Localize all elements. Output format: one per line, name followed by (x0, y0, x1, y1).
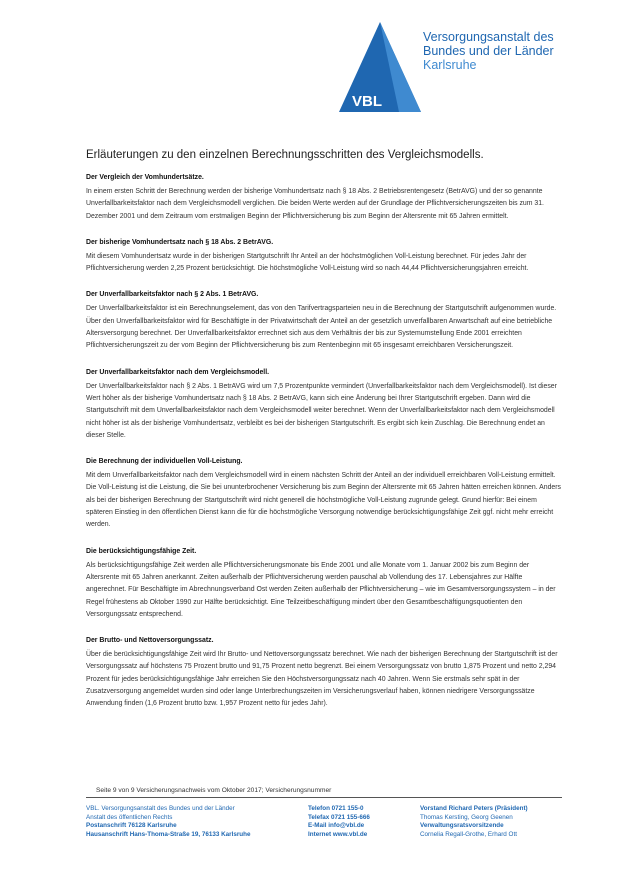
section-body: Als berücksichtigungsfähige Zeit werden alle Pflichtversicherungsmonate bis Ende 2001 und alle Monate vom 1. Januar 2002 bis zum Beginn der Altersrente mit 65 Jahren anerkannt. Zeiten außerhalb der Pflichtversicherung werden pauschal ab Vollendung des 17. Lebensjahres zur Hälfte angerechnet. Für Beschäftigte im Abrechnungsverband Ost werden Zeiten außerhalb der Pflichtversicherung – wie im Gesamtversorgungssystem – in der Regel frühestens ab Oktober 1990 zur Hälfte berücksichtigt. Eine Teilzeitbeschäftigung mindert über den Gesamtbeschäftigungsquotienten den Versorgungssatz entsprechend. (86, 561, 556, 618)
footer-board (420, 805, 528, 839)
vbl-logo (337, 20, 423, 115)
section-vesting-factor (86, 290, 562, 352)
section-heading: Der bisherige Vomhundertsatz nach § 18 Abs. 2 BetrAVG. (86, 238, 274, 246)
section-heading: Die Berechnung der individuellen Voll-Leistung. (86, 458, 243, 466)
footer-email: E-Mail info@vbl.de (308, 822, 365, 830)
logo-text: VBL (352, 93, 382, 110)
brand-name (423, 30, 613, 72)
brand-line-1: Versorgungsanstalt des (423, 30, 554, 44)
section-vesting-factor-comparison-model (86, 368, 562, 442)
section-heading: Der Vergleich der Vomhundertsätze. (86, 174, 204, 181)
section-heading: Die berücksichtigungsfähige Zeit. (86, 547, 197, 555)
section-eligible-time (86, 547, 562, 621)
section-body: In einem ersten Schritt der Berechnung werden der bisherige Vomhundertsatz nach § 18 Abs. 2 Betriebsrentengesetz (BetrAVG) und der so genannte Unverfallbarkeitsfaktor nach dem Vergleichsmodell verglichen. Die beiden Werte werden auf der Grundlage der Pflichtversicherungszeiten bis zum 31. Dezember 2001 und dem Zeitraum vom erstmaligen Beginn der Pflichtversicherung bis zum Beginn der Altersrente mit 65 Jahren ermittelt. (86, 188, 544, 220)
section-previous-percentage (86, 238, 562, 276)
footer-phone: Telefon 0721 155-0 (308, 805, 364, 812)
section-gross-net-rate (86, 636, 562, 710)
section-body: Über die berücksichtigungsfähige Zeit wird Ihr Brutto- und Nettoversorgungssatz berechnet. Wie nach der bisherigen Berechnung der Startgutschrift ist der Versorgungssatz auf höchstens 75 Prozent brutto und 91,75 Prozent netto begrenzt. Bei einem Versorgungssatz von brutto 1,875 Prozent und netto 2,294 Prozent für jedes berücksichtigungsfähige Jahr erreichen Sie den Höchstversorgungssatz nach 40 Jahren. Wenn Sie erstmals sehr spät in der Zusatzversorgung angemeldet wurden sind oder lange Unterbrechungszeiten im Versicherungsverlauf haben, können niedrigere Versorgungssätze Anwendung finden (1,6 Prozent brutto bzw. 1,957 Prozent netto für jedes Jahr). (86, 651, 558, 708)
footer-line: VBL. Versorgungsanstalt des Bundes und der Länder (86, 805, 235, 812)
explanation-sections (86, 173, 562, 726)
section-heading: Der Unverfallbarkeitsfaktor nach dem Vergleichsmodell. (86, 368, 270, 376)
brand-city: Karlsruhe (423, 58, 477, 72)
section-body: Mit dem Unverfallbarkeitsfaktor nach dem Vergleichsmodell wird in einem nächsten Schritt der Anteil an der individuell erreichbaren Voll-Leistung ermittelt. Die Voll-Leistung ist die Leistung, die Sie bei ununterbrochener Versicherung bis zum Beginn der Altersrente mit 65 Jahren hätten erreichen können. Anders als bei der bisherigen Berechnung der Startgutschrift wird nicht generell die höchstmögliche Voll-Leistung zugrunde gelegt. Grund hierfür: Bei einem späteren Einstieg in den öffentlichen Dienst kann die für die höchstmögliche Versorgung notwendige berücksichtigungsfähige Zeit ggf. nicht mehr erreicht werden. (86, 472, 561, 529)
section-percent-comparison (86, 173, 562, 223)
footer-fax: Telefax 0721 155-666 (308, 813, 370, 821)
document-title: Erläuterungen zu den einzelnen Berechnungsschritten des Vergleichsmodells. (86, 149, 484, 161)
footer-contact (308, 805, 370, 839)
footer-line: Vorstand Richard Peters (Präsident) (420, 805, 528, 812)
footer-line: Thomas Kersting, Georg Geenen (420, 813, 513, 821)
footer-divider (86, 797, 562, 798)
footer-website: Internet www.vbl.de (308, 830, 368, 838)
section-body: Mit diesem Vomhundertsatz wurde in der bisherigen Startgutschrift Ihr Anteil an der höchstmöglichen Voll-Leistung berechnet. Für jedes Jahr der Pflichtversicherung werden 2,25 Prozent berücksichtigt. Die höchstmögliche Voll-Leistung wird so nach 44,44 Pflichtversicherungsjahren erreicht. (86, 252, 529, 273)
section-body: Der Unverfallbarkeitsfaktor ist ein Berechnungselement, das von den Tarifvertragsparteien neu in die Berechnung der Startgutschrift aufgenommen wurde. Über den Unverfallbarkeitsfaktor wird für Beschäftigte in der Privatwirtschaft der Anteil an der gesetzlich unverfallbaren Anwartschaft auf eine betriebliche Altersversorgung berechnet. Der Unverfallbarkeitsfaktor errechnet sich aus dem Verhältnis der bis zur Systemumstellung Ende 2001 erreichten Pflichtversicherungszeit zu der vom Beginn der Pflichtversicherung bis zum Rentenbeginn mit 65 insgesamt erreichbaren Versicherungszeit. (86, 305, 557, 350)
section-heading: Der Brutto- und Nettoversorgungssatz. (86, 637, 214, 645)
footer-line: Cornelia Regall-Grothe, Erhard Ott (420, 830, 517, 838)
section-body: Der Unverfallbarkeitsfaktor nach § 2 Abs. 1 BetrAVG wird um 7,5 Prozentpunkte vermindert (Unverfallbarkeitsfaktor nach dem Vergleichsmodell). Ist dieser Wert höher als der bisherige Vomhundertsatz nach § 18 Abs. 2 BetrAVG, kann sich eine Änderung bei Ihrer Startgutschrift ergeben. Dann wird die Startgutschrift mit dem Unverfallbarkeitsfaktor nach dem Vergleichsmodell weiter berechnet. Wenn der Unverfallbarkeitsfaktor nach dem Vergleichsmodell nicht höher ist als der bisherige Vomhundertsatz, verbleibt es bei der bisherigen Startgutschrift. Es ergibt sich kein Zuschlag. Die Berechnung endet an dieser Stelle. (86, 382, 557, 439)
footer-address (86, 805, 250, 839)
footer-line: Anstalt des öffentlichen Rechts (86, 813, 173, 821)
footer-line: Verwaltungsratsvorsitzende (420, 822, 504, 830)
page-footnote: Seite 9 von 9 Versicherungsnachweis vom Oktober 2017; Versicherungsnummer (96, 787, 332, 794)
section-heading: Der Unverfallbarkeitsfaktor nach § 2 Abs. 1 BetrAVG. (86, 291, 259, 299)
section-full-benefit (86, 457, 562, 531)
footer-line: Hausanschrift Hans-Thoma-Straße 19, 76133 Karlsruhe (86, 830, 251, 838)
footer-line: Postanschrift 76128 Karlsruhe (86, 822, 177, 830)
brand-line-2: Bundes und der Länder (423, 44, 554, 58)
